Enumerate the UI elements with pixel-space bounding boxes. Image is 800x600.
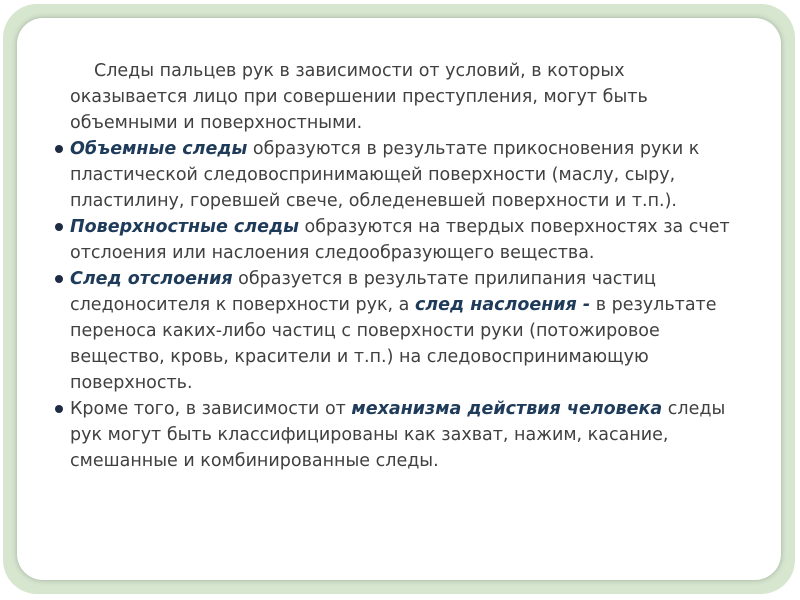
bullet-item-surface <box>38 214 743 266</box>
bullet-text: в результате переноса каких-либо частиц с поверхности руки (потожировое вещество, кровь, красители и т.п.) на следовоспринимающую поверхность. <box>70 295 717 393</box>
bullet-item-detachment <box>38 266 743 396</box>
intro-paragraph: Следы пальцев рук в зависимости от условий, в которых оказывается лицо при совершении преступления, могут быть объемными и поверхностными. <box>70 61 648 133</box>
bullet-text: образуется в результате прилипания частиц следоносителя к поверхности рук, а <box>70 269 656 315</box>
term-detachment: След отслоения <box>70 269 233 289</box>
term-layering: след наслоения - <box>414 295 591 315</box>
bullet-item-mechanism <box>38 396 743 474</box>
bullet-text: Кроме того, в зависимости от <box>70 399 352 419</box>
bullet-item-volumetric <box>38 136 743 214</box>
bullet-dot-icon <box>55 223 63 231</box>
bullet-text: образуются на твердых поверхностях за счет отслоения или наслоения следообразующего вещества. <box>70 217 730 263</box>
bullet-dot-icon <box>55 405 63 413</box>
term-surface: Поверхностные следы <box>70 217 299 237</box>
bullet-dot-icon <box>55 145 63 153</box>
term-volumetric: Объемные следы <box>70 139 248 159</box>
bullet-text: образуются в результате прикосновения руки к пластической следовоспринимающей поверхности (маслу, сыру, пластилину, горевшей свече, обледеневшей поверхности и т.п.). <box>70 139 700 211</box>
slide-content <box>38 58 743 474</box>
bullet-dot-icon <box>55 275 63 283</box>
term-mechanism: механизма действия человека <box>351 399 663 419</box>
bullet-text: следы рук могут быть классифицированы как захват, нажим, касание, смешанные и комбинированные следы. <box>70 399 726 471</box>
